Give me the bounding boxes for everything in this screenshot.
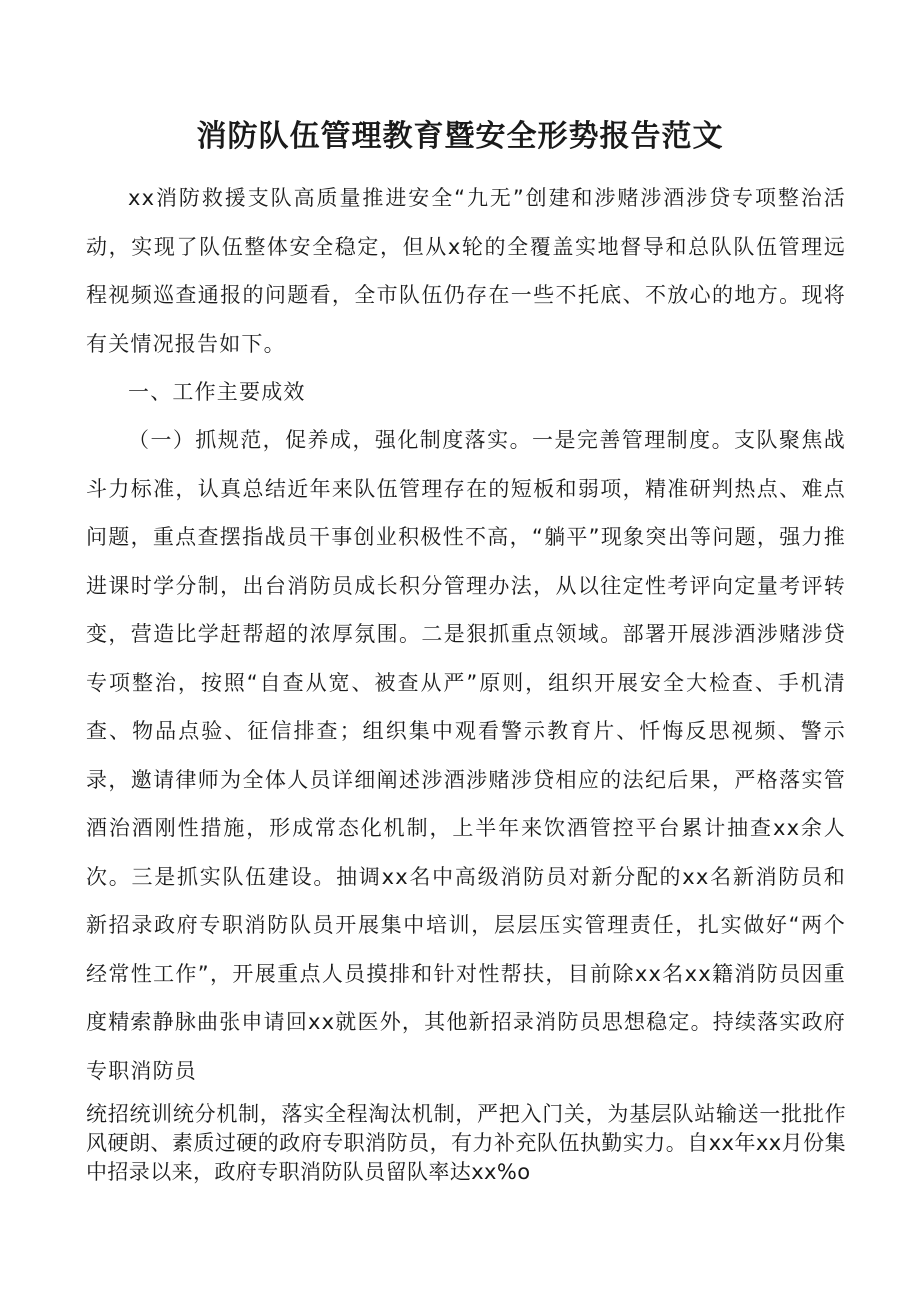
body-paragraph: （一）抓规范，促养成，强化制度落实。一是完善管理制度。支队聚焦战斗力标准，认真总结近年来队伍管理存在的短板和弱项，精准研判热点、难点问题，重点查摆指战员干事创业积极性不高，“躺平”现象突出等问题，强力推进课时学分制，出台消防员成长积分管理办法，从以往定性考评向定量考评转变，营造比学赶帮超的浓厚氛围。二是狠抓重点领域。部署开展涉酒涉赌涉贷专项整治，按照“自查从宽、被查从严”原则，组织开展安全大检查、手机清查、物品点验、征信排查；组织集中观看警示教育片、忏悔反思视频、警示录，邀请律师为全体人员详细阐述涉酒涉赌涉贷相应的法纪后果，严格落实管酒治酒刚性措施，形成常态化机制，上半年来饮酒管控平台累计抽查xx余人次。三是抓实队伍建设。抽调xx名中高级消防员对新分配的xx名新消防员和新招录政府专职消防队员开展集中培训，层层压实管理责任，扎实做好“两个经常性工作”，开展重点人员摸排和针对性帮扶，目前除xx名xx籍消防员因重度精索静脉曲张申请回xx就医外，其他新招录消防员思想稳定。持续落实政府专职消防员: [86, 428, 846, 1083]
continuation-paragraph: 统招统训统分机制，落实全程淘汰机制，严把入门关，为基层队站输送一批批作风硬朗、素质过硬的政府专职消防员，有力补充队伍执勤实力。自xx年xx月份集中招录以来，政府专职消防队员留队率达xx%o: [86, 1102, 846, 1184]
document-title: 消防队伍管理教育暨安全形势报告范文: [196, 119, 724, 154]
section-heading: 一、工作主要成效: [128, 380, 306, 404]
intro-paragraph: xx消防救援支队高质量推进安全“九无”创建和涉赌涉酒涉贷专项整治活动，实现了队伍整体安全稳定，但从x轮的全覆盖实地督导和总队队伍管理远程视频巡查通报的问题看，全市队伍仍存在一些不托底、不放心的地方。现将有关情况报告如下。: [86, 186, 846, 356]
